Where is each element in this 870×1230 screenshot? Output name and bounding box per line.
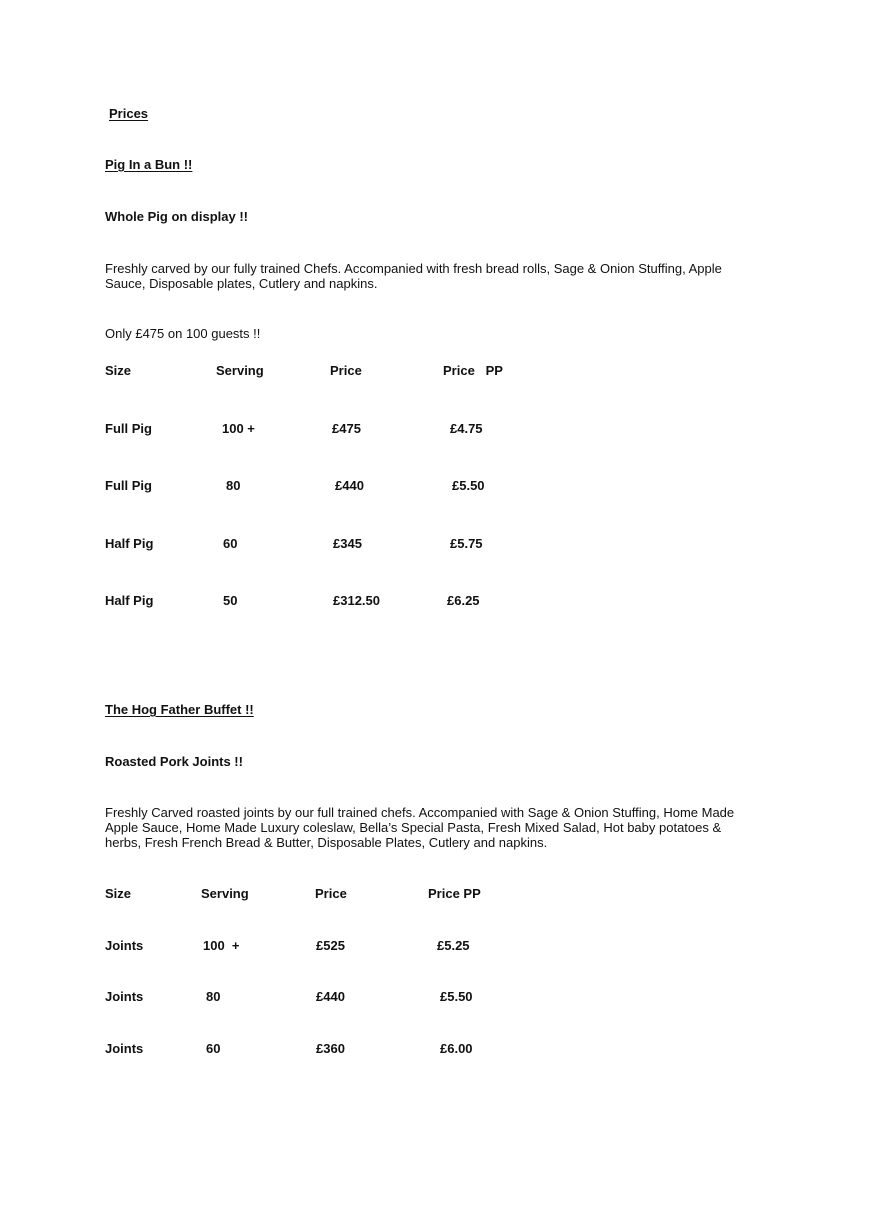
cell-price: £475	[332, 421, 361, 436]
cell-serving: 50	[223, 593, 238, 608]
section2-description	[105, 805, 785, 850]
section-heading-pig-in-a-bun: Pig In a Bun !!	[105, 157, 193, 172]
header-price: Price	[315, 886, 347, 901]
cell-price-pp: £5.25	[437, 938, 470, 953]
section-heading-hog-father-buffet: The Hog Father Buffet !!	[105, 702, 254, 717]
cell-price-pp: £6.00	[440, 1041, 473, 1056]
description-line: Freshly Carved roasted joints by our full trained chefs. Accompanied with Sage & Onion Stuffing, Home Made	[105, 805, 735, 820]
cell-price-pp: £5.50	[440, 989, 473, 1004]
cell-serving: 100 +	[222, 421, 255, 436]
cell-serving: 60	[206, 1041, 221, 1056]
cell-price-pp: £6.25	[447, 593, 480, 608]
cell-price-pp: £4.75	[450, 421, 483, 436]
cell-price-pp: £5.75	[450, 536, 483, 551]
cell-serving: 60	[223, 536, 238, 551]
description-line: herbs, Fresh French Bread & Butter, Disposable Plates, Cutlery and napkins.	[105, 835, 548, 850]
cell-serving: 100 +	[203, 938, 240, 953]
cell-serving: 80	[226, 478, 241, 493]
cell-price: £312.50	[333, 593, 380, 608]
cell-price: £345	[333, 536, 362, 551]
description-line: Sauce, Disposable plates, Cutlery and napkins.	[105, 276, 378, 291]
description-line: Freshly carved by our fully trained Chefs. Accompanied with fresh bread rolls, Sage & Onion Stuffing, Apple	[105, 261, 722, 276]
cell-price: £440	[335, 478, 364, 493]
cell-size: Half Pig	[105, 593, 154, 608]
header-price: Price	[330, 363, 362, 378]
cell-size: Full Pig	[105, 478, 152, 493]
section1-description	[105, 261, 785, 291]
cell-serving: 80	[206, 989, 221, 1004]
header-size: Size	[105, 363, 132, 378]
page-title: Prices	[109, 106, 149, 121]
cell-size: Half Pig	[105, 536, 154, 551]
offer-text: Only £475 on 100 guests !!	[105, 326, 261, 341]
header-price-pp: Price PP	[428, 886, 481, 901]
cell-price: £360	[316, 1041, 345, 1056]
description-line: Apple Sauce, Home Made Luxury coleslaw, Bella’s Special Pasta, Fresh Mixed Salad, Hot baby potatoes &	[105, 820, 722, 835]
section-subheading-roasted-pork-joints: Roasted Pork Joints !!	[105, 754, 243, 769]
header-serving: Serving	[201, 886, 249, 901]
header-price-pp: Price PP	[443, 363, 503, 378]
cell-size: Joints	[105, 938, 144, 953]
cell-size: Full Pig	[105, 421, 152, 436]
section-subheading-whole-pig: Whole Pig on display !!	[105, 209, 248, 224]
cell-price: £440	[316, 989, 345, 1004]
cell-price-pp: £5.50	[452, 478, 485, 493]
cell-price: £525	[316, 938, 345, 953]
cell-size: Joints	[105, 989, 144, 1004]
header-size: Size	[105, 886, 132, 901]
header-serving: Serving	[216, 363, 264, 378]
cell-size: Joints	[105, 1041, 144, 1056]
